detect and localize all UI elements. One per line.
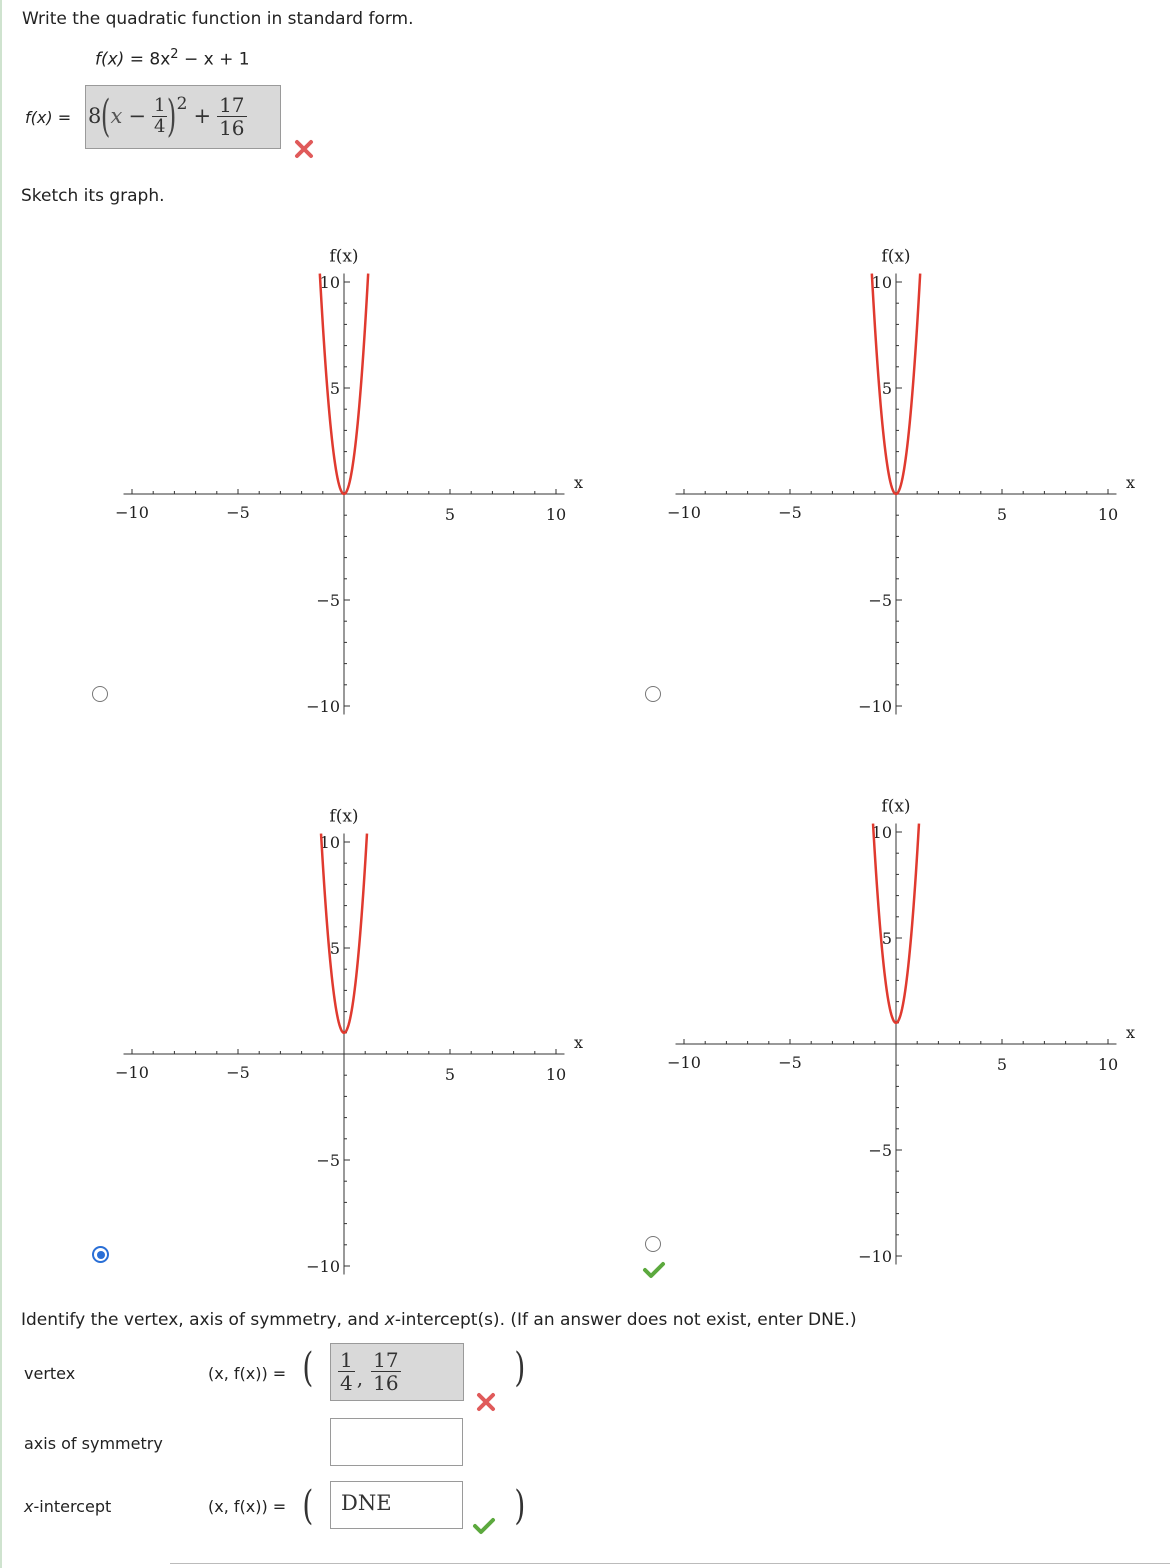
radio-graph-c[interactable]	[92, 1246, 109, 1263]
graph-option-a	[100, 210, 590, 716]
graph-option-b	[652, 210, 1142, 716]
y-tick-label: −10	[306, 697, 340, 716]
function-expression: $f(x) = 8x^2 - x + 1$	[95, 47, 250, 70]
radio-graph-b[interactable]	[645, 686, 661, 702]
y-tick-label: 5	[329, 939, 340, 958]
y-tick-label: −10	[306, 1257, 340, 1276]
graph-option-d	[652, 760, 1142, 1266]
x-tick-label: 5	[996, 1055, 1008, 1074]
x-axis-label: x	[573, 1033, 583, 1052]
vertex-right-paren: )	[514, 1345, 526, 1391]
x-tick-label: 10	[1097, 1055, 1119, 1074]
x-tick-label: 10	[545, 505, 567, 524]
x-axis-label: x	[573, 473, 583, 492]
y-tick-label: −5	[868, 591, 892, 610]
y-axis-label: f(x)	[329, 246, 359, 267]
y-tick-label: −5	[868, 1141, 892, 1160]
x-axis-label: x	[1125, 1023, 1135, 1042]
x-intercept-left-paren: (	[302, 1483, 314, 1529]
question-prompt: Write the quadratic function in standard form.	[22, 9, 414, 29]
x-tick-label: 5	[444, 1065, 456, 1084]
vertex-pair-label: (x, f(x)) =	[208, 1364, 287, 1383]
x-tick-label: 5	[996, 505, 1008, 524]
y-axis-label: f(x)	[881, 796, 911, 817]
x-tick-label: −10	[667, 503, 701, 522]
sketch-prompt: Sketch its graph.	[21, 186, 165, 206]
y-tick-label: 10	[319, 833, 340, 852]
vertex-answer: $\frac{1}{4}$ , $\frac{17}{16}$	[340, 1347, 399, 1395]
y-tick-label: −10	[858, 1247, 892, 1266]
x-intercept-input[interactable]: DNE	[330, 1481, 463, 1529]
vertex-left-paren: (	[302, 1345, 314, 1391]
radio-graph-a[interactable]	[92, 686, 108, 702]
x-tick-label: −10	[667, 1053, 701, 1072]
x-tick-label: 10	[545, 1065, 567, 1084]
x-tick-label: −5	[226, 503, 250, 522]
x-intercept-correct-check-icon	[472, 1516, 496, 1536]
x-axis-label: x	[1125, 473, 1135, 492]
vertex-incorrect-x-icon	[476, 1392, 496, 1412]
x-tick-label: 5	[444, 505, 456, 524]
left-paren: (	[101, 90, 111, 142]
y-tick-label: 5	[329, 379, 340, 398]
y-tick-label: −5	[316, 591, 340, 610]
y-tick-label: 10	[871, 273, 892, 292]
x-intercept-pair-label: (x, f(x)) =	[208, 1497, 287, 1516]
x-tick-label: −5	[778, 1053, 802, 1072]
x-tick-label: 10	[1097, 505, 1119, 524]
bottom-divider	[170, 1563, 1170, 1564]
incorrect-x-icon	[294, 139, 314, 159]
standard-form-label: f(x) =	[25, 108, 72, 127]
axis-of-symmetry-label: axis of symmetry	[24, 1434, 163, 1453]
identify-prompt: Identify the vertex, axis of symmetry, and x-intercept(s). (If an answer does not exist, enter DNE.)	[21, 1310, 857, 1330]
correct-check-icon	[642, 1260, 666, 1280]
y-tick-label: 10	[871, 823, 892, 842]
x-tick-label: −10	[115, 503, 149, 522]
axis-of-symmetry-input[interactable]	[330, 1418, 463, 1466]
left-border	[0, 0, 2, 1568]
x-tick-label: −5	[226, 1063, 250, 1082]
y-tick-label: −10	[858, 697, 892, 716]
y-tick-label: 5	[881, 379, 892, 398]
x-intercept-right-paren: )	[514, 1483, 526, 1529]
y-axis-label: f(x)	[329, 806, 359, 827]
x-intercept-label: x-intercept	[24, 1497, 112, 1516]
standard-form-answer: 8 ( x − $\frac{1}{4}$ ) 2 + $\frac{17}{16}$	[88, 90, 245, 142]
graph-option-c	[100, 770, 590, 1276]
x-tick-label: −10	[115, 1063, 149, 1082]
y-tick-label: 5	[881, 929, 892, 948]
x-tick-label: −5	[778, 503, 802, 522]
y-axis-label: f(x)	[881, 246, 911, 267]
right-paren: )	[167, 90, 177, 142]
vertex-label: vertex	[24, 1364, 76, 1383]
y-tick-label: −5	[316, 1151, 340, 1170]
y-tick-label: 10	[319, 273, 340, 292]
radio-graph-d[interactable]	[645, 1236, 661, 1252]
